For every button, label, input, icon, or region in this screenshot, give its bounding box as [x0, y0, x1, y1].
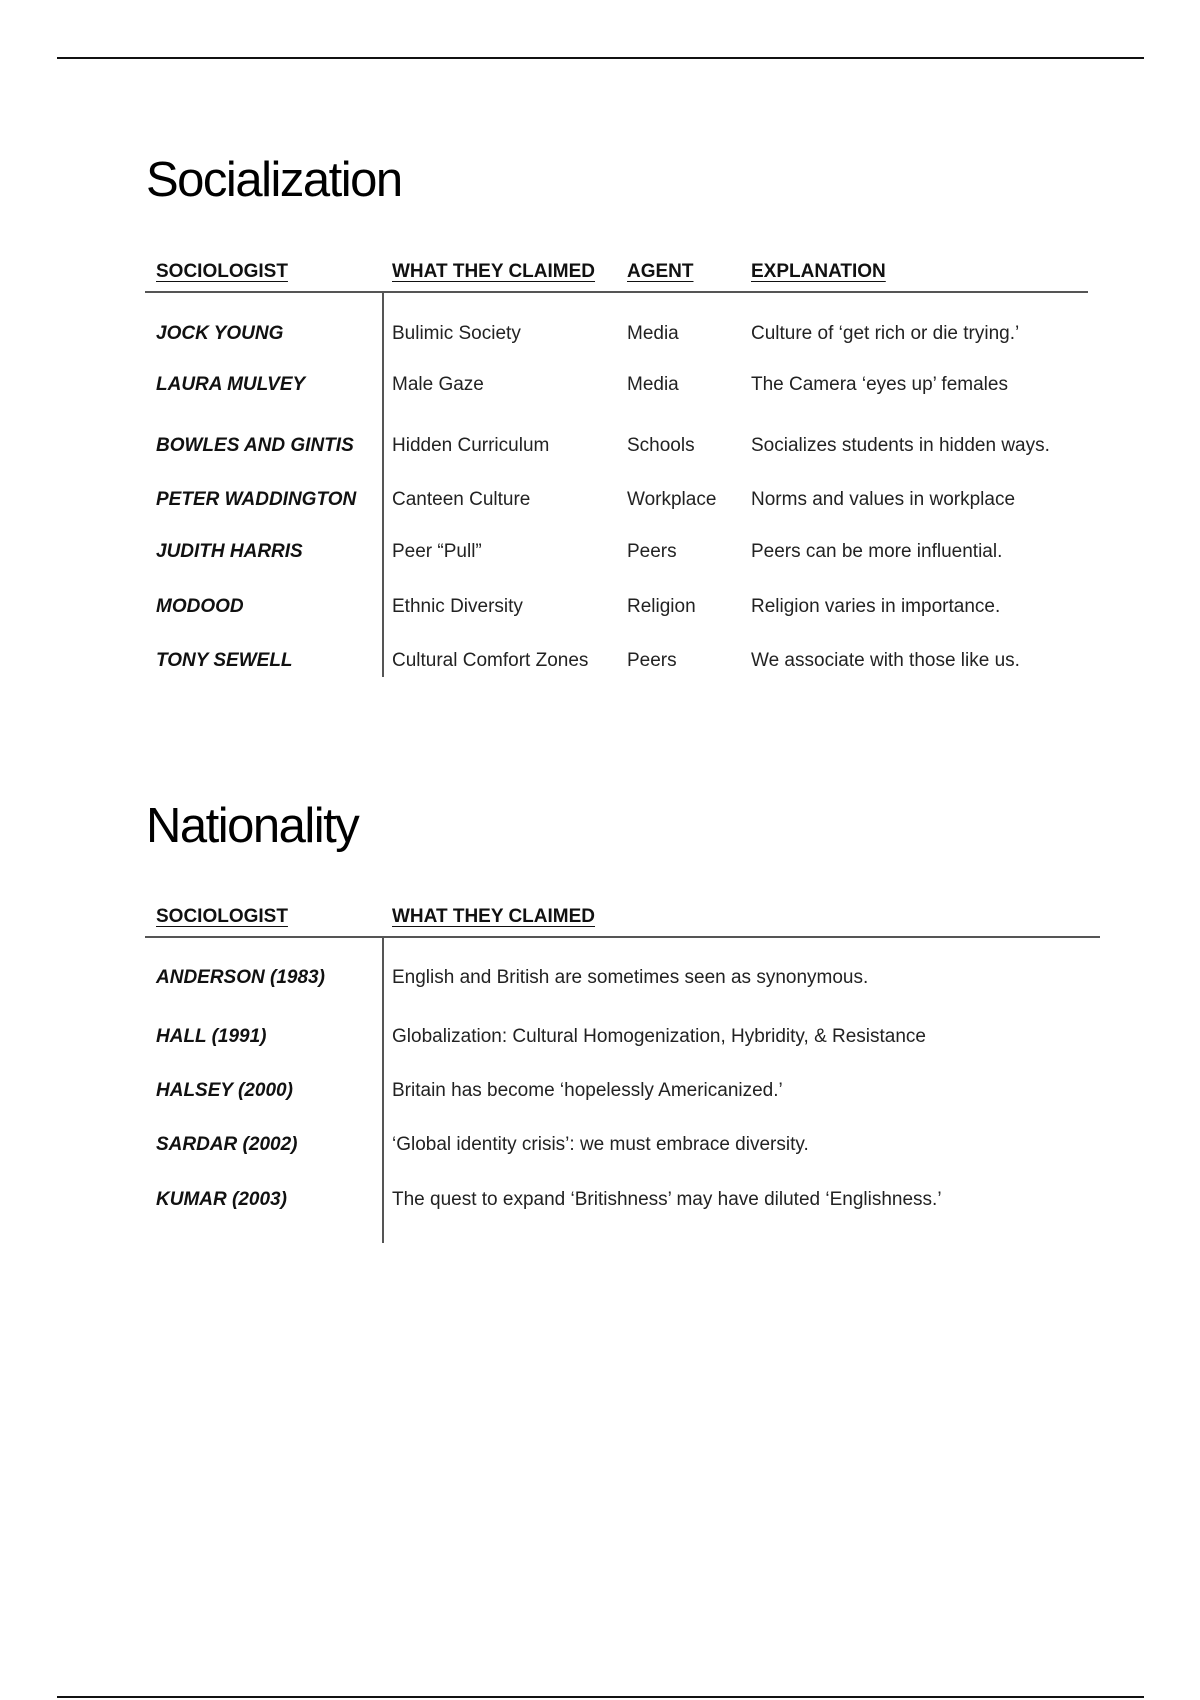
- socialization-column-divider: [382, 292, 384, 677]
- nationality-row-5-claimed: The quest to expand ‘Britishness’ may have diluted ‘Englishness.’: [392, 1189, 942, 1210]
- socialization-header-sociologist: SOCIOLOGIST: [156, 261, 288, 282]
- nationality-title: Nationality: [146, 799, 359, 853]
- nationality-row-4-claimed: ‘Global identity crisis’: we must embrace diversity.: [392, 1134, 809, 1155]
- nationality-row-5-sociologist: KUMAR (2003): [156, 1189, 287, 1210]
- socialization-row-6-sociologist: MODOOD: [156, 596, 244, 617]
- socialization-header-divider: [145, 291, 1088, 293]
- socialization-title: Socialization: [146, 153, 402, 207]
- socialization-row-6-explanation: Religion varies in importance.: [751, 596, 1001, 617]
- socialization-row-4-claimed: Canteen Culture: [392, 489, 531, 510]
- socialization-header-explanation: EXPLANATION: [751, 261, 886, 282]
- nationality-header-sociologist: SOCIOLOGIST: [156, 906, 288, 927]
- nationality-row-3-claimed: Britain has become ‘hopelessly Americanized.’: [392, 1080, 783, 1101]
- socialization-row-3-sociologist: BOWLES AND GINTIS: [156, 435, 354, 456]
- socialization-header-agent: AGENT: [627, 261, 694, 282]
- nationality-header-divider: [145, 936, 1100, 938]
- socialization-row-5-sociologist: JUDITH HARRIS: [156, 541, 303, 562]
- socialization-row-4-explanation: Norms and values in workplace: [751, 489, 1016, 510]
- socialization-row-2-agent: Media: [627, 374, 679, 395]
- socialization-row-2-explanation: The Camera ‘eyes up’ females: [751, 374, 1008, 395]
- socialization-row-1-explanation: Culture of ‘get rich or die trying.’: [751, 323, 1020, 344]
- socialization-row-1-sociologist: JOCK YOUNG: [156, 323, 284, 344]
- socialization-row-2-sociologist: LAURA MULVEY: [156, 374, 306, 395]
- socialization-row-6-agent: Religion: [627, 596, 696, 617]
- nationality-row-1-sociologist: ANDERSON (1983): [156, 967, 325, 988]
- socialization-row-6-claimed: Ethnic Diversity: [392, 596, 523, 617]
- socialization-row-4-sociologist: PETER WADDINGTON: [156, 489, 357, 510]
- nationality-row-2-claimed: Globalization: Cultural Homogenization, Hybridity, & Resistance: [392, 1026, 927, 1047]
- top-rule: [57, 57, 1144, 59]
- socialization-row-7-claimed: Cultural Comfort Zones: [392, 650, 589, 671]
- socialization-row-7-agent: Peers: [627, 650, 677, 671]
- socialization-row-3-explanation: Socializes students in hidden ways.: [751, 435, 1050, 456]
- socialization-row-3-agent: Schools: [627, 435, 695, 456]
- nationality-column-divider: [382, 937, 384, 1243]
- bottom-rule: [57, 1696, 1144, 1698]
- socialization-row-5-claimed: Peer “Pull”: [392, 541, 482, 562]
- socialization-row-4-agent: Workplace: [627, 489, 717, 510]
- socialization-row-5-agent: Peers: [627, 541, 677, 562]
- socialization-row-5-explanation: Peers can be more influential.: [751, 541, 1003, 562]
- socialization-row-1-claimed: Bulimic Society: [392, 323, 521, 344]
- nationality-header-claimed: WHAT THEY CLAIMED: [392, 906, 596, 927]
- socialization-header-claimed: WHAT THEY CLAIMED: [392, 261, 596, 282]
- nationality-row-2-sociologist: HALL (1991): [156, 1026, 267, 1047]
- socialization-row-2-claimed: Male Gaze: [392, 374, 484, 395]
- socialization-row-3-claimed: Hidden Curriculum: [392, 435, 550, 456]
- socialization-row-1-agent: Media: [627, 323, 679, 344]
- socialization-row-7-sociologist: TONY SEWELL: [156, 650, 293, 671]
- nationality-row-3-sociologist: HALSEY (2000): [156, 1080, 293, 1101]
- nationality-row-4-sociologist: SARDAR (2002): [156, 1134, 298, 1155]
- socialization-row-7-explanation: We associate with those like us.: [751, 650, 1020, 671]
- nationality-row-1-claimed: English and British are sometimes seen as synonymous.: [392, 967, 869, 988]
